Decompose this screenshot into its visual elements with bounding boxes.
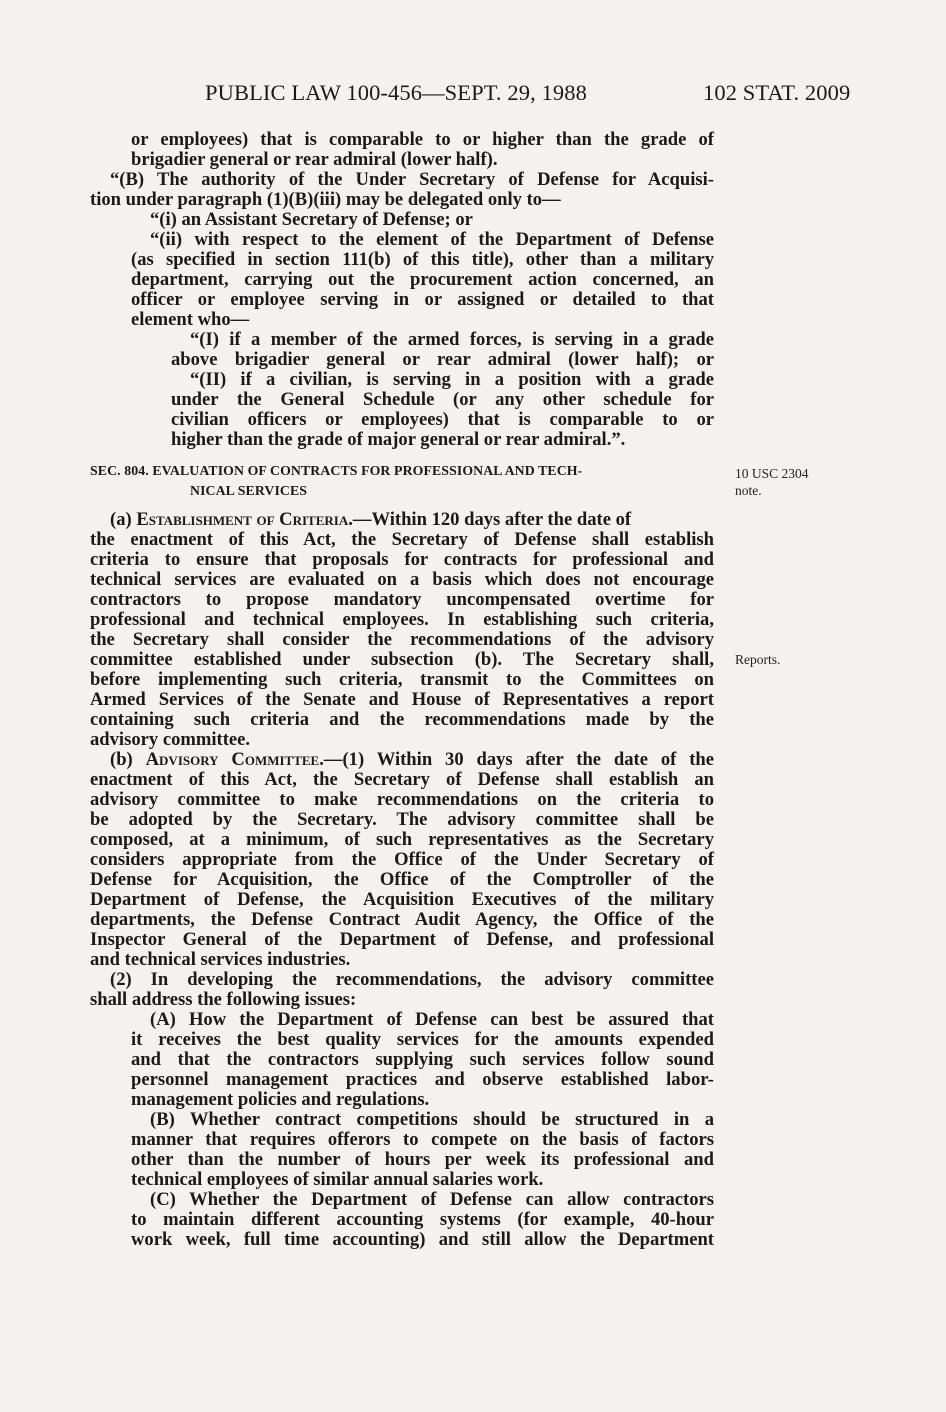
text-line: composed, at a minimum, of such representatives as the Secretary xyxy=(90,829,714,850)
text-line: other than the number of hours per week its professional and xyxy=(131,1149,714,1170)
text-line: the Secretary shall consider the recommendations of the advisory xyxy=(90,629,714,650)
subsection-b-text: .—(1) Within 30 days after the date of the xyxy=(319,749,715,770)
text-line: officer or employee serving in or assigned or detailed to that xyxy=(131,289,714,310)
text-line: management policies and regulations. xyxy=(131,1089,430,1110)
text-line: enactment of this Act, the Secretary of Defense shall establish an xyxy=(90,769,714,790)
section-heading-line: NICAL SERVICES xyxy=(190,483,308,498)
text-line: (as specified in section 111(b) of this title), other than a military xyxy=(131,249,714,270)
text-line: civilian officers or employees) that is comparable to or xyxy=(171,409,714,430)
text-line: departments, the Defense Contract Audit Agency, the Office of the xyxy=(90,909,714,930)
text-line: above brigadier general or rear admiral (lower half); or xyxy=(171,349,714,370)
text-line: contractors to propose mandatory uncompensated overtime for xyxy=(90,589,714,610)
text-line: tion under paragraph (1)(B)(iii) may be delegated only to— xyxy=(90,189,561,210)
text-line: advisory committee. xyxy=(90,729,251,750)
text-line: “(I) if a member of the armed forces, is serving in a grade xyxy=(190,329,714,350)
text-line: manner that requires offerors to compete on the basis of factors xyxy=(131,1129,714,1150)
text-line: advisory committee to make recommendations on the criteria to xyxy=(90,789,714,810)
text-line: (A) How the Department of Defense can best be assured that xyxy=(150,1009,714,1030)
text-line: personnel management practices and observe established labor- xyxy=(131,1069,714,1090)
text-line: higher than the grade of major general or rear admiral.”. xyxy=(171,429,626,450)
text-line: considers appropriate from the Office of the Under Secretary of xyxy=(90,849,714,870)
running-header-title: PUBLIC LAW 100-456—SEPT. 29, 1988 xyxy=(205,80,587,105)
text-line: be adopted by the Secretary. The advisory committee shall be xyxy=(90,809,714,830)
text-line: “(B) The authority of the Under Secretary of Defense for Acquisi- xyxy=(110,169,714,190)
running-header-stat-page: 102 STAT. 2009 xyxy=(703,80,851,105)
text-line: to maintain different accounting systems (for example, 40-hour xyxy=(131,1209,714,1230)
text-line: it receives the best quality services for the amounts expended xyxy=(131,1029,714,1050)
text-line: criteria to ensure that proposals for contracts for professional and xyxy=(90,549,714,570)
subsection-b-first-line xyxy=(110,750,714,770)
subsection-a-text: .—Within 120 days after the date of xyxy=(348,509,632,530)
text-line: “(II) if a civilian, is serving in a position with a grade xyxy=(190,369,714,390)
text-line: technical services are evaluated on a basis which does not encourage xyxy=(90,569,714,590)
text-line: Department of Defense, the Acquisition Executives of the military xyxy=(90,889,714,910)
text-line: technical employees of similar annual salaries work. xyxy=(131,1169,544,1190)
text-line: (2) In developing the recommendations, the advisory committee xyxy=(110,969,714,990)
text-line: Inspector General of the Department of Defense, and professional xyxy=(90,929,714,950)
text-line: “(ii) with respect to the element of the Department of Defense xyxy=(150,229,714,250)
margin-note-reports: Reports. xyxy=(735,652,781,667)
text-line: (C) Whether the Department of Defense can allow contractors xyxy=(150,1189,714,1210)
text-line: Armed Services of the Senate and House of Representatives a report xyxy=(90,689,714,710)
text-line: and technical services industries. xyxy=(90,949,351,970)
margin-note-usc-note: note. xyxy=(735,483,762,498)
text-line: “(i) an Assistant Secretary of Defense; or xyxy=(150,209,473,230)
text-line: before implementing such criteria, transmit to the Committees on xyxy=(90,669,714,690)
text-line: under the General Schedule (or any other schedule for xyxy=(171,389,714,410)
text-line: brigadier general or rear admiral (lower half). xyxy=(131,149,498,170)
subsection-a-title: Establishment of Criteria xyxy=(136,509,349,530)
text-line: element who— xyxy=(131,309,250,330)
margin-note-usc: 10 USC 2304 xyxy=(735,466,809,481)
text-line: work week, full time accounting) and still allow the Department xyxy=(131,1229,714,1250)
text-line: or employees) that is comparable to or higher than the grade of xyxy=(131,129,714,150)
text-line: and that the contractors supplying such services follow sound xyxy=(131,1049,714,1070)
subsection-b-title: Advisory Committee xyxy=(145,749,320,770)
text-line: containing such criteria and the recommendations made by the xyxy=(90,709,714,730)
subsection-b-prefix: (b) xyxy=(110,749,146,770)
text-line: committee established under subsection (b). The Secretary shall, xyxy=(90,649,714,670)
text-line: the enactment of this Act, the Secretary of Defense shall establish xyxy=(90,529,714,550)
text-line: professional and technical employees. In establishing such criteria, xyxy=(90,609,714,630)
subsection-a-prefix: (a) xyxy=(110,509,137,530)
text-line: (B) Whether contract competitions should be structured in a xyxy=(150,1109,714,1130)
text-line: shall address the following issues: xyxy=(90,989,357,1010)
text-line: department, carrying out the procurement action concerned, an xyxy=(131,269,714,290)
text-line: Defense for Acquisition, the Office of the Comptroller of the xyxy=(90,869,714,890)
subsection-a-first-line xyxy=(110,510,631,530)
section-heading-line: SEC. 804. EVALUATION OF CONTRACTS FOR PROFESSIONAL AND TECH- xyxy=(90,463,583,478)
